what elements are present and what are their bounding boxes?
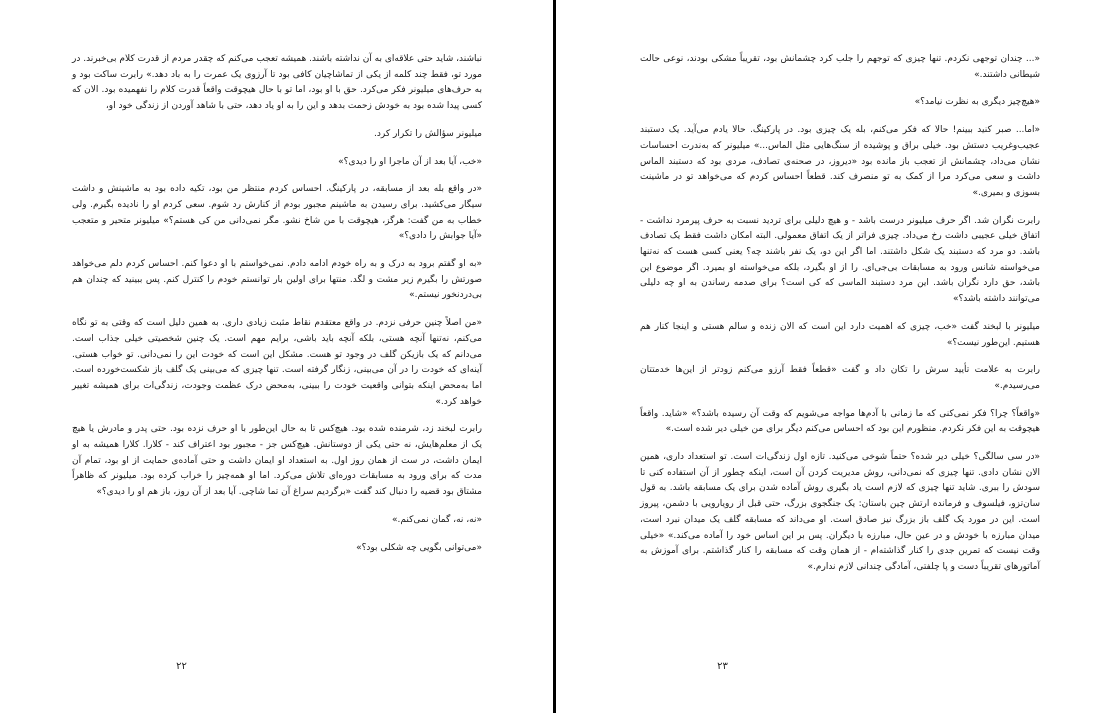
paragraph: «خب، آیا بعد از آن ماجرا او را دیدی؟»	[338, 156, 482, 167]
paragraph: «در واقع بله بعد از مسابقه، در پارکینگ. احساس کردم منتظر من بود، تکیه داده بود به ماشینش و داشت سیگار می‌کشید. برای رسیدن به ماشینم مجبور بودم از کنارش رد شوم. سعی کردم او را نادیده بگیرم. ولی خطاب به من گفت: هرگز، هیچوقت با من شاخ نشو. مگر نمی‌دانی من کی هستم؟» میلیونر متحیر و متعجب «آیا جوابش را دادی؟»	[72, 184, 482, 242]
paragraph: «هیچ‌چیز دیگری به نظرت نیامد؟»	[914, 97, 1040, 108]
paragraph: «واقعاً؟ چرا؟ فکر نمی‌کنی که ما زمانی با آدم‌ها مواجه می‌شویم که وقت آن رسیده باشد؟» «شاید. واقعاً هیچوقت به این فکر نکردم. منظورم این بود که احساس می‌کنم دیگر برای من خیلی دیر شده است.»	[640, 408, 1040, 435]
paragraph: «به او گفتم برود به درک و به راه خودم ادامه دادم. نمی‌خواستم با او دعوا کنم. احساس کردم دلم می‌خواهد صورتش را بگیرم زیر مشت و لگد. منتها برای اولین بار توانستم خودم را کنترل کنم. پس ببینید که چندان هم بی‌دردنخور نیستم.»	[72, 259, 482, 301]
paragraph: میلیونر با لبخند گفت «خب، چیزی که اهمیت دارد این است که الان زنده و سالم هستی و اینجا کنار هم هستیم. این‌طور نیست؟»	[640, 321, 1040, 348]
left-page-text	[72, 52, 482, 568]
paragraph: رابرت لبخند زد، شرمنده شده بود. هیچ‌کس تا به حال این‌طور با او حرف نزده بود. حتی پدر و مادرش یا هیچ یک از معلم‌هایش، نه حتی یکی از دوستانش. هیچ‌کس جز - مجبور بود اعتراف کند - کلارا. کلارا همیشه به او ایمان داشت، در ست از همان روز اول. به استعداد او ایمان داشت و حتی آماده‌ی حمایت از او بود، تمام آن مدت که برای ورود به مسابقات دوره‌ای تلاش می‌کرد. اما او همه‌چیز را خراب کرده بود. میلیونر که ظاهراً مشتاق بود قضیه را دنبال کند گفت «برگردیم سراغ آن تما شاچی. آیا بعد از آن روز، باز هم او را دیدی؟»	[72, 424, 482, 498]
paragraph: «من اصلاً چنین حرفی نزدم. در واقع معتقدم نقاط مثبت زیادی داری. به همین دلیل است که وقتی به تو نگاه می‌کنم، نه‌تنها آنچه هستی، بلکه آنچه باید باشی، برایم مهم است. یک چنین شخصیتی خیلی جذاب است. می‌دانم که یک بازیکن گلف در وجود تو هست. مشکل این است که خودت این را نمی‌دانی. تو خواب هستی. آینه‌ای که خودت را در آن می‌بینی، زنگار گرفته است. تنها چیزی که می‌بینی یک گلف باز شکست‌خورده است. اما به‌محض اینکه بتوانی واقعیت خودت را ببینی، به‌محض درک عظمت وجودت، زندگی‌ات برای همیشه تغییر خواهد کرد.»	[72, 318, 482, 407]
paragraph: رابرت نگران شد. اگر حرف میلیونر درست باشد - و هیچ دلیلی برای تردید نسبت به حرف پیرمرد نداشت - اتفاق خیلی عجیبی داشت رخ می‌داد. چیزی فراتر از یک اتفاق معمولی. البته امکان داشت فقط یک تصادف باشد. دو مرد که دستبند یک شکل داشتند. اما اگر این دو، یک نفر باشند چه؟ یعنی کسی هست که نه‌تنها می‌خواسته شانس ورود به مسابقات بی‌جی‌ای. را از او بگیرد، بلکه می‌خواسته او بمیرد. اگر موضوع این باشد، حق دارد نگران باشد. این مرد دستبند الماسی که کی است؟ برای صدمه رساندن به او چه دلیلی می‌توانند داشته باشد؟»	[640, 215, 1040, 305]
paragraph: «... چندان توجهی نکردم. تنها چیزی که توجهم را جلب کرد چشمانش بود، تقریباً مشکی بودند، نوعی حالت شیطانی داشتند.»	[640, 54, 1040, 80]
page-number: ۲۳	[717, 661, 728, 672]
paragraph: «در سی سالگی؟ خیلی دیر شده؟ حتماً شوخی می‌کنید. تازه اول زندگی‌ات است. تو استعداد داری، همین الان نشان دادی. تنها چیزی که نمی‌دانی، روش مدیریت کردن آن است، اینکه چطور از آن استفاده کنی تا سودش را ببری. شاید تنها چیزی که لازم است یاد بگیری روش آماده شدن برای یک مسابقه باشد. به قول سان‌تزو، فیلسوف و فرمانده ارتش چین باستان: یک جنگجوی بزرگ، حتی قبل از رویارویی با دشمن، پیروز است. این در مورد یک گلف باز بزرگ نیز صادق است. او می‌داند که مسابقه گلف یک میدان نبرد است، میدان مبارزه با خودش و در عین حال، مبارزه با دیگران. پس بر این اساس خود را آماده می‌کند.» «خیلی وقت نیست که تمرین جدی را کنار گذاشته‌ام - از همان وقت که مسابقه را کنار گذاشتم. برای آموزش به آماتورهای تقریباً دست و پا چلفتی، آمادگی چندانی لازم ندارم.»	[640, 452, 1040, 572]
paragraph: رابرت به علامت تأیید سرش را تکان داد و گفت «قطعاً فقط آرزو می‌کنم زودتر از این‌ها خدمتتان می‌رسیدم.»	[640, 365, 1040, 391]
paragraph: «اما... صبر کنید ببینم! حالا که فکر می‌کنم، بله یک چیزی بود. در پارکینگ. حالا یادم می‌آید. یک دستبند عجیب‌وغریب دستش بود. خیلی براق و پوشیده از سنگ‌هایی مثل الماس...» میلیونر که به‌ندرت احساسات نشان می‌داد، چشمانش از تعجب باز مانده بود «دیروز، در صحنه‌ی تصادف، مردی بود که دستبند الماس داشت و سعی می‌کرد مرا از کمک به تو منصرف کند. قطعاً احساس کردم که می‌خواهد تو در ماشینت بسوزی و بمیری.»	[640, 125, 1040, 198]
right-page-text	[640, 52, 1040, 588]
right-page	[556, 0, 1109, 713]
paragraph: میلیونر سؤالش را تکرار کرد.	[374, 128, 482, 139]
left-page	[0, 0, 553, 713]
paragraph: نباشند، شاید حتی علاقه‌ای به آن نداشته باشند. همیشه تعجب می‌کنم که چقدر مردم از قدرت کلام بی‌خبرند. در مورد تو، فقط چند کلمه از یکی از تماشاچیان کافی بود تا آرزوی یک عمرت را به باد دهد.» رابرت ساکت بود و به حرف‌های میلیونر فکر می‌کرد. حق با او بود، اما تو با حال هیچوقت واقعاً قدرت کلام را نفهمیده بود. الان که کسی پیدا شده بود به خودش زحمت بدهد و این را به او یاد دهد، حتی با شاهد آوردن از زندگی خود او،	[72, 54, 482, 112]
paragraph: «نه، نه، گمان نمی‌کنم.»	[392, 514, 482, 525]
page-number: ۲۲	[176, 661, 187, 672]
paragraph: «می‌توانی بگویی چه شکلی بود؟»	[356, 542, 482, 553]
